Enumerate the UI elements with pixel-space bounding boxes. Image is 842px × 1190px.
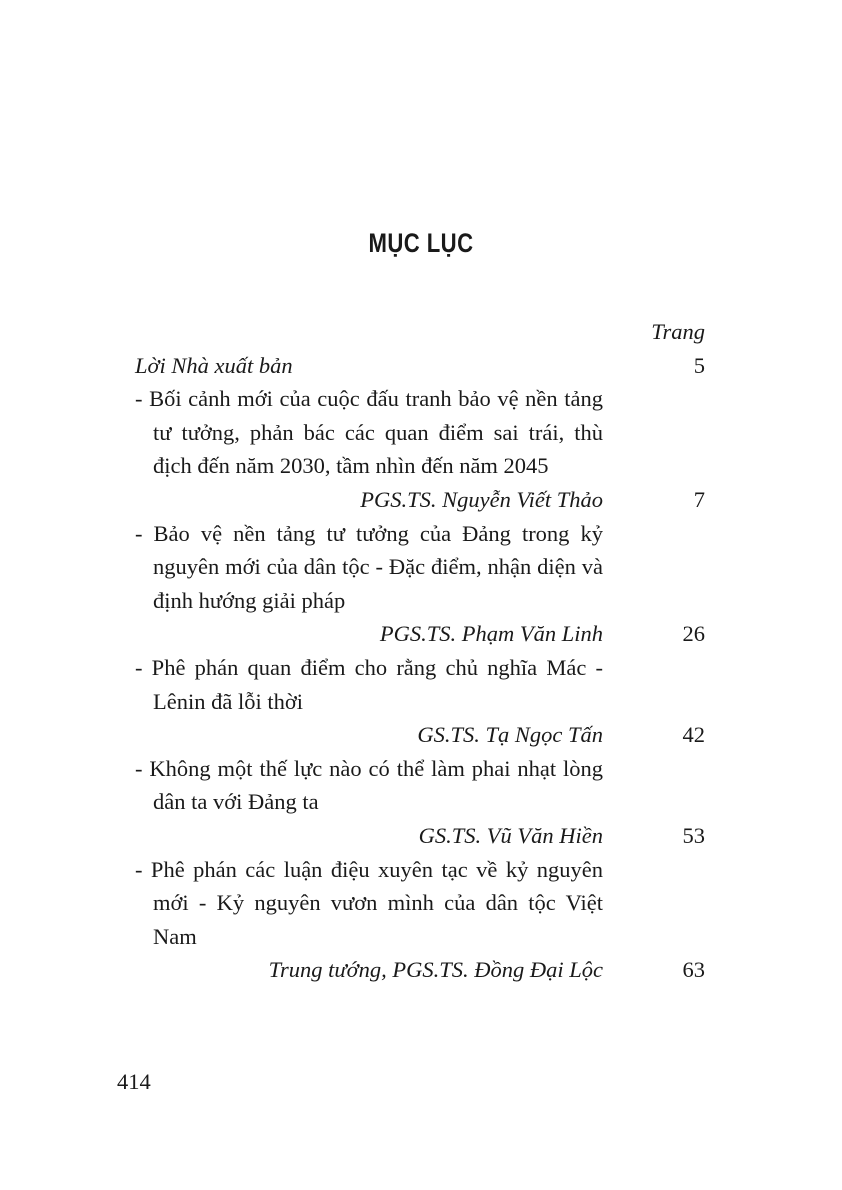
toc-entry-author-row <box>135 483 705 517</box>
toc-entry-author-row <box>135 819 705 853</box>
toc-entry-author: GS.TS. Tạ Ngọc Tấn <box>417 722 603 748</box>
table-of-contents <box>135 315 705 987</box>
toc-entry-author: Trung tướng, PGS.TS. Đồng Đại Lộc <box>268 957 603 983</box>
toc-entry <box>135 517 705 618</box>
toc-page-number: 42 <box>682 722 705 748</box>
toc-entry-title: - Phê phán các luận điệu xuyên tạc về kỷ nguyên mới - Kỷ nguyên vươn mình của dân tộc Việt Nam <box>135 856 603 949</box>
toc-entry-author-row <box>135 953 705 987</box>
page-title: MỤC LỤC <box>368 228 474 258</box>
toc-entry-author: PGS.TS. Phạm Văn Linh <box>379 621 603 647</box>
toc-entry-title: Lời Nhà xuất bản <box>135 352 293 378</box>
toc-entry-author-row <box>135 718 705 752</box>
toc-entry-title: - Bối cảnh mới của cuộc đấu tranh bảo vệ nền tảng tư tưởng, phản bác các quan điểm sai trái, thù địch đến năm 2030, tầm nhìn đến năm 2045 <box>135 386 603 479</box>
toc-entry <box>135 382 705 483</box>
page-column-header <box>135 315 705 349</box>
toc-entry-title: - Phê phán quan điểm cho rằng chủ nghĩa Mác - Lênin đã lỗi thời <box>135 654 603 714</box>
toc-entry <box>135 752 705 819</box>
toc-page-number: 53 <box>682 822 705 848</box>
toc-entry <box>135 651 705 718</box>
page-column-label: Trang <box>651 319 705 344</box>
toc-page-number: 7 <box>693 486 705 512</box>
toc-entry-author-row <box>135 617 705 651</box>
toc-entry-title: - Bảo vệ nền tảng tư tưởng của Đảng trong kỷ nguyên mới của dân tộc - Đặc điểm, nhận diện và định hướng giải pháp <box>135 520 603 613</box>
toc-page-number: 63 <box>682 957 705 983</box>
toc-entry <box>135 853 705 954</box>
page-number: 414 <box>117 1069 151 1094</box>
toc-entry-title: - Không một thế lực nào có thể làm phai nhạt lòng dân ta với Đảng ta <box>135 755 603 815</box>
toc-page-number: 26 <box>682 621 705 647</box>
toc-page-number: 5 <box>693 352 705 378</box>
toc-preface <box>135 349 705 383</box>
toc-entry-author: GS.TS. Vũ Văn Hiền <box>418 822 603 848</box>
toc-entry-author: PGS.TS. Nguyễn Viết Thảo <box>360 486 603 512</box>
